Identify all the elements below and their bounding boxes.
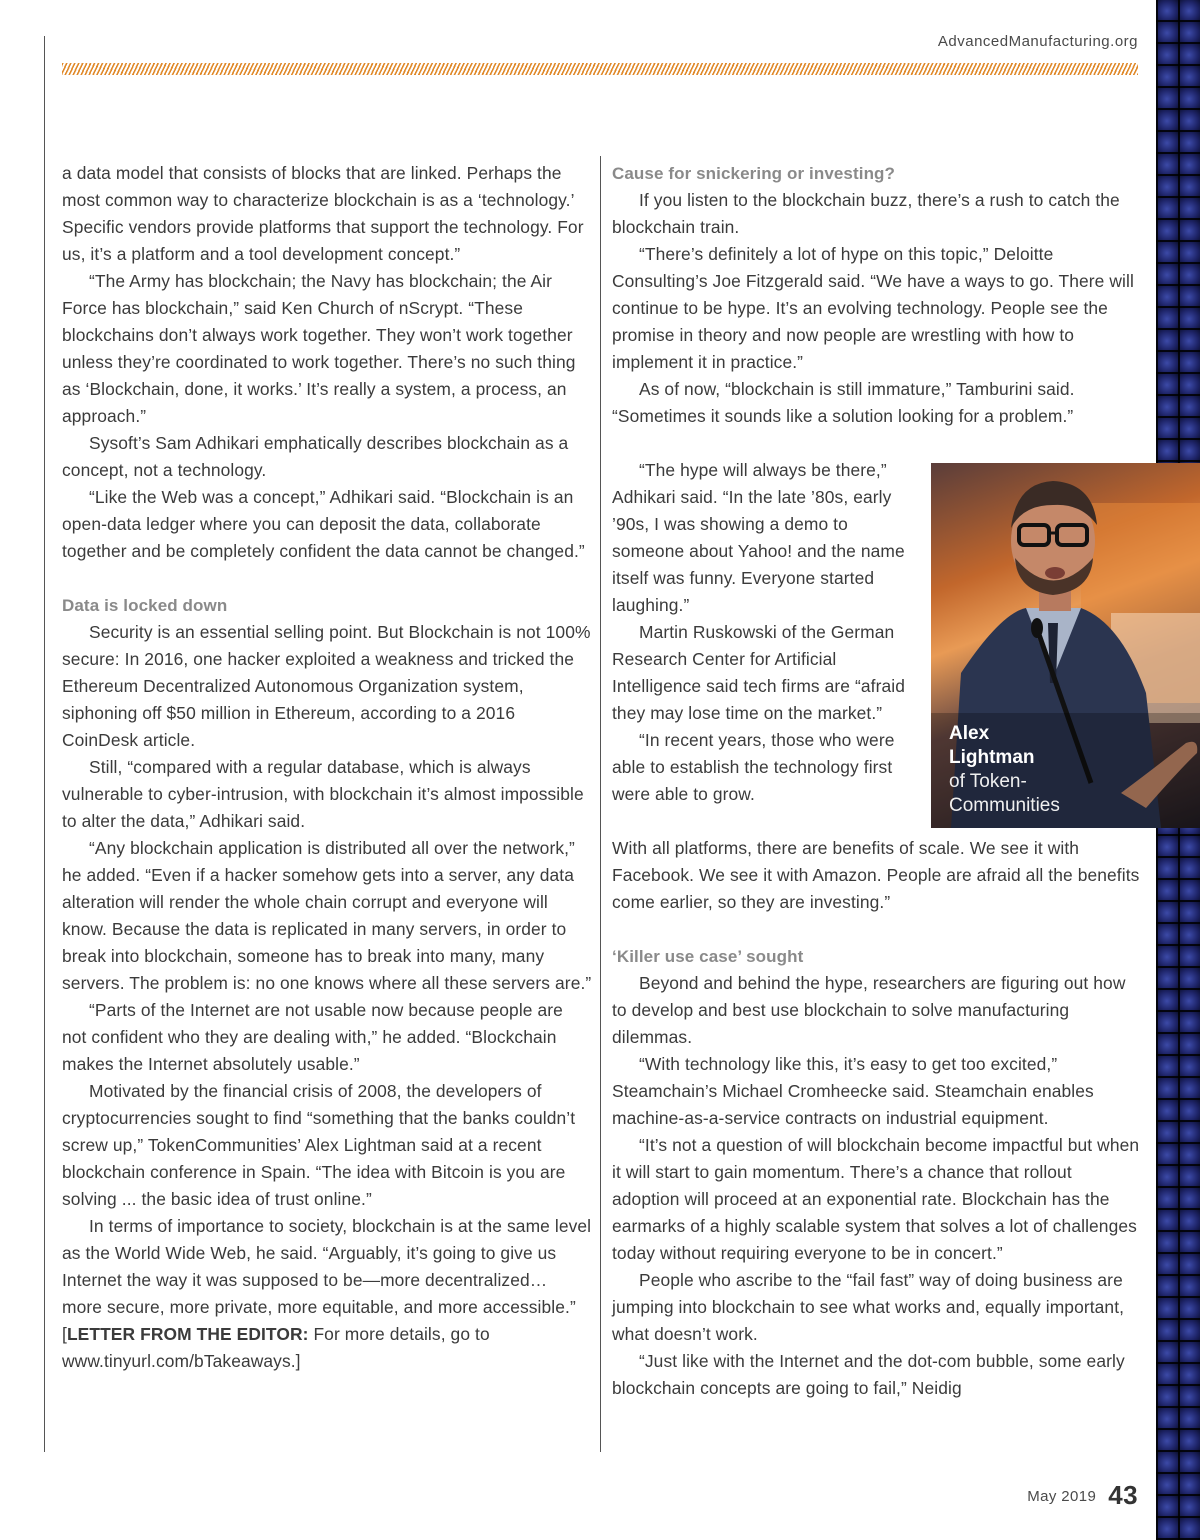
site-url: AdvancedManufacturing.org: [937, 33, 1138, 50]
paragraph: “It’s not a question of will blockchain become impactful but when it will start to gain momentum. There’s a chance that rollout adoption will proceed at an exponential rate. Blockchain has the earmarks of a highly scalable system that solves a lot of challenges today without requiring everyone to be in concert.”: [612, 1135, 1140, 1263]
paragraph: “The Army has blockchain; the Navy has blockchain; the Air Force has blockchain,” said Ken Church of nScrypt. “These blockchains don’t always work together. They won’t work together unless they’re coordinated to work together. There’s no such thing as ‘Blockchain, done, it works.’ It’s really a system, a process, an approach.”: [62, 271, 576, 426]
caption-affiliation: of Token-: [949, 771, 1027, 792]
caption-name: Alex: [949, 723, 990, 744]
subheading: ‘Killer use case’ sought: [612, 947, 804, 966]
paragraph: “Just like with the Internet and the dot-com bubble, some early blockchain concepts are going to fail,” Neidig: [612, 1351, 1125, 1398]
caption-affiliation: Communities: [949, 795, 1060, 816]
speaker-photo: [931, 463, 1200, 828]
caption-name: Lightman: [949, 747, 1035, 768]
paragraph: People who ascribe to the “fail fast” way of doing business are jumping into blockchain to see what works and, equally important, what doesn’t work.: [612, 1270, 1125, 1344]
editor-note-label: LETTER FROM THE EDITOR:: [66, 1324, 309, 1344]
paragraph: a data model that consists of blocks that are linked. Perhaps the most common way to characterize blockchain is as a ‘technology.’ Specific vendors provide platforms that support the technology. For us, it’s a platform and a tool development concept.”: [62, 163, 584, 264]
left-margin-rule: [44, 36, 45, 1452]
header-hatch-rule: [62, 63, 1138, 75]
subheading: Cause for snickering or investing?: [612, 164, 896, 183]
page-footer: [1027, 1480, 1138, 1511]
subheading: Data is locked down: [62, 596, 228, 615]
paragraph: Sysoft’s Sam Adhikari emphatically describes blockchain as a concept, not a technology.: [62, 433, 569, 480]
paragraph: Motivated by the financial crisis of 2008, the developers of cryptocurrencies sought to find “something that the banks couldn’t screw up,” TokenCommunities’ Alex Lightman said at a recent blockchain conference in Spain. “The idea with Bitcoin is you are solving ... the basic idea of trust online.”: [62, 1081, 576, 1209]
paragraph-text: For more details, go to www.tinyurl.com/bTakeaways.]: [62, 1324, 490, 1371]
page-number: 43: [1108, 1480, 1138, 1510]
paragraph: Beyond and behind the hype, researchers are figuring out how to develop and best use blockchain to solve manufacturing dilemmas.: [612, 973, 1126, 1047]
paragraph-text: In terms of importance to society, blockchain is at the same level as the World Wide Web, he said. “Arguably, it’s going to give us Internet the way it was supposed to be—more decentralized… more secure, more private, more equitable, and more accessible.” [: [62, 1216, 592, 1344]
right-column-wrap: [612, 457, 920, 808]
paragraph: As of now, “blockchain is still immature,” Tamburini said. “Sometimes it sounds like a solution looking for a problem.”: [612, 379, 1075, 426]
paragraph: “Parts of the Internet are not usable now because people are not confident who they are dealing with,” he added. “Blockchain makes the Internet absolutely usable.”: [62, 1000, 563, 1074]
paragraph: “The hype will always be there,” Adhikari said. “In the late ’80s, early ’90s, I was showing a demo to someone about Yahoo! and the name itself was funny. Everyone started laughing.”: [612, 460, 905, 615]
right-column-top: [612, 160, 1142, 430]
paragraph: “Like the Web was a concept,” Adhikari said. “Blockchain is an open-data ledger where you can deposit the data, collaborate together and be completely confident the data cannot be changed.”: [62, 487, 585, 561]
paragraph: “With technology like this, it’s easy to get too excited,” Steamchain’s Michael Cromheecke said. Steamchain enables machine-as-a-service contracts on industrial equipment.: [612, 1054, 1094, 1128]
column-divider: [600, 156, 601, 1452]
issue-date: May 2019: [1027, 1488, 1097, 1505]
paragraph: “In recent years, those who were able to establish the technology first were able to grow.: [612, 730, 895, 804]
paragraph: “Any blockchain application is distributed all over the network,” he added. “Even if a hacker somehow gets into a server, any data alteration will render the whole chain corrupt and everyone will know. Because the data is replicated in many servers, in order to break into blockchain, someone has to break into many, many servers. The problem is: no one knows where all these servers are.”: [62, 838, 592, 993]
paragraph: If you listen to the blockchain buzz, there’s a rush to catch the blockchain train.: [612, 190, 1120, 237]
paragraph: With all platforms, there are benefits of scale. We see it with Facebook. We see it with Amazon. People are afraid all the benefits come earlier, so they are investing.”: [612, 838, 1140, 912]
paragraph: [62, 1213, 592, 1375]
paragraph: “There’s definitely a lot of hype on this topic,” Deloitte Consulting’s Joe Fitzgerald said. “We have a ways to go. There will continue to be hype. It’s an evolving technology. People see the promise in theory and now people are wrestling with how to implement it in practice.”: [612, 244, 1134, 372]
paragraph: Martin Ruskowski of the German Research Center for Artificial Intelligence said tech firms are “afraid they may lose time on the market.”: [612, 622, 906, 723]
paragraph: Security is an essential selling point. But Blockchain is not 100% secure: In 2016, one hacker exploited a weakness and tricked the Ethereum Decentralized Autonomous Organization system, siphoning off $50 million in Ethereum, according to a 2016 CoinDesk article.: [62, 622, 591, 750]
paragraph: Still, “compared with a regular database, which is always vulnerable to cyber-intrusion, with blockchain it’s almost impossible to alter the data,” Adhikari said.: [62, 757, 584, 831]
photo-caption: [949, 722, 1060, 818]
left-column: [62, 160, 592, 1375]
right-column-bottom: [612, 835, 1142, 1402]
